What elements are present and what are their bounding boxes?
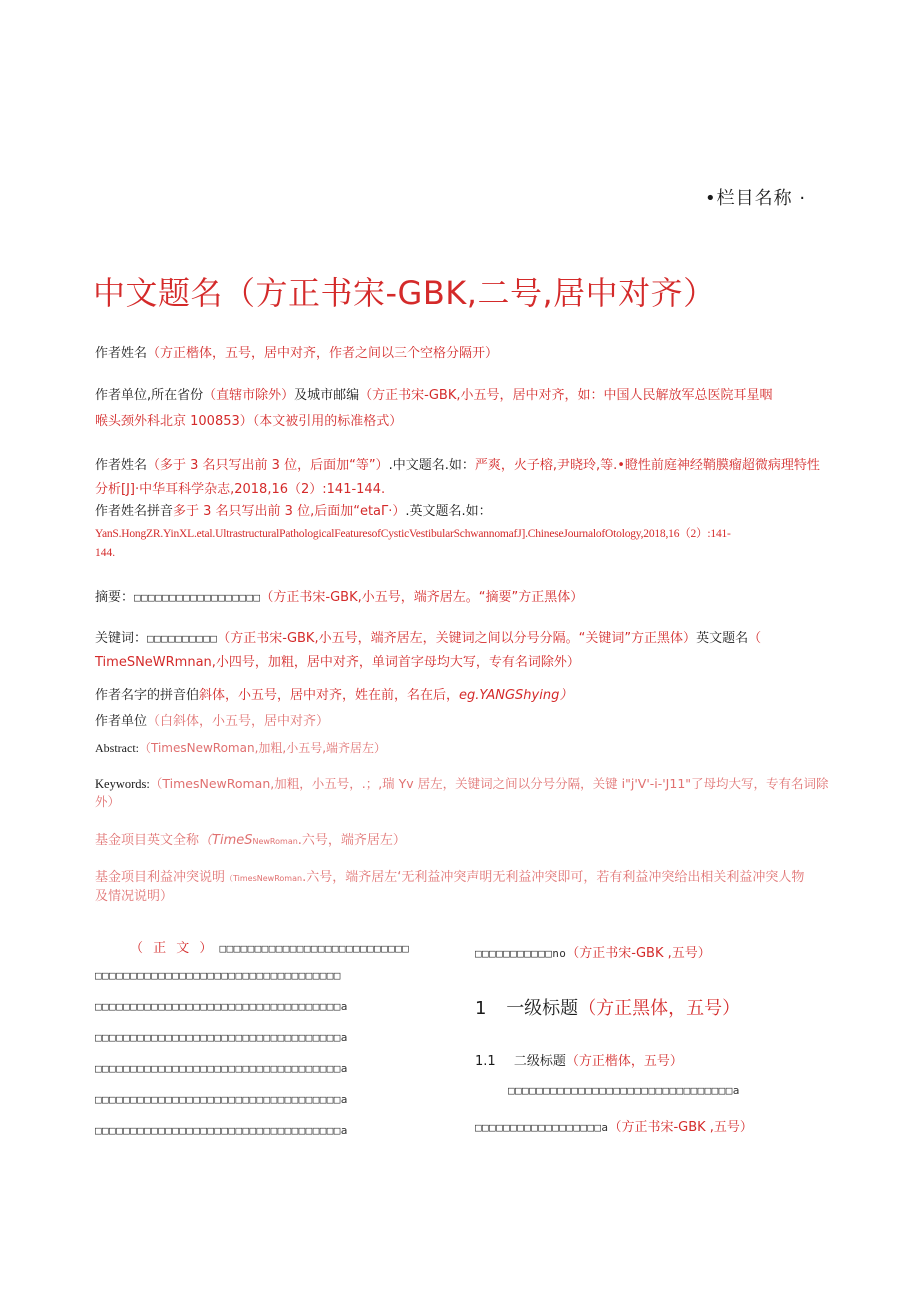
body-left-line: □□□□□□□□□□□□□□□□□□□□□□□□□□□□□□□□□□□a — [95, 1093, 348, 1106]
affiliation-note: （直辖市除外） — [203, 388, 295, 403]
author-label: 作者姓名 — [95, 346, 148, 361]
affiliation-label: 作者单位,所在省份 — [95, 388, 204, 403]
abstract-cn-placeholder: □□□□□□□□□□□□□□□□□□ — [134, 591, 261, 604]
keywords-en-line-2: 外） — [95, 794, 121, 809]
affiliation-example: （方正书宋-GBK,小五号，居中对齐，如：中国人民解放军总医院耳星咽 — [359, 388, 773, 403]
column-name: •栏目名称 · — [705, 188, 807, 209]
fund-note: （TimeS — [199, 833, 253, 848]
abstract-en-line — [95, 739, 386, 756]
keywords-en-label: Keywords: — [95, 777, 150, 791]
body-lead-boxes: □□□□□□□□□□□□□□□□□□□□□□□□□□□ — [219, 942, 410, 955]
heading-1-number: 1 — [475, 998, 487, 1019]
fund-label: 基金项目英文全称 — [95, 833, 200, 848]
unit-en-note: （白斜体，小五号，居中对齐） — [147, 714, 330, 729]
keywords-cn-line-1 — [95, 627, 761, 646]
body-left-line: □□□□□□□□□□□□□□□□□□□□□□□□□□□□□□□□□□□a — [95, 1000, 348, 1013]
english-title-label: 英文题名 — [696, 631, 749, 646]
fund-small: NewRoman — [252, 837, 298, 846]
conflict-line-2: 及情况说明） — [95, 889, 174, 904]
keywords-cn-note: （方正书宋-GBK,小五号，端齐居左，关键词之间以分号分隔。“关键词”方正黑体） — [217, 631, 697, 646]
pinyin-example: eg.YANGShying） — [459, 688, 573, 703]
citation-en-line-2: YanS.HongZR.YinXL.etal.UltrastructuralPathologicalFeaturesofCysticVestibularSchwannomafJ].ChineseJournalofOtology,2018,16（2）:141- — [95, 528, 731, 540]
abstract-cn-note: （方正书宋-GBK,小五号，端齐居左。“摘要”方正黑体） — [260, 590, 584, 605]
citation-cn-line-1 — [95, 454, 820, 473]
english-title-open: （ — [748, 631, 762, 646]
body-left-line: □□□□□□□□□□□□□□□□□□□□□□□□□□□□□□□□□□□a — [95, 1031, 348, 1044]
heading-1-note: （方正黑体，五号） — [578, 998, 741, 1019]
unit-en-label: 作者单位 — [95, 714, 148, 729]
pinyin-label: 作者名字的拼音伯 — [95, 688, 200, 703]
body-right-para-boxes: □□□□□□□□□□□□□□□□□□a — [475, 1121, 609, 1134]
conflict-line-1 — [95, 866, 804, 885]
fund-rest: .六号，端齐居左） — [297, 833, 406, 848]
body-lead-label: （ 正 文 ） — [130, 941, 216, 956]
citation-cn-label: 作者姓名 — [95, 458, 148, 473]
body-right-para-line: □□□□□□□□□□□□□□□□□□□□□□□□□□□□□□□□a — [508, 1084, 740, 1097]
citation-en-note: 多于 3 名只写出前 3 位,后面加“etaΓ·） — [173, 504, 406, 519]
citation-cn-note: （多于 3 名只写出前 3 位，后面加“等”） — [147, 458, 389, 473]
citation-cn-mid: .中文题名.如： — [388, 458, 475, 473]
english-title-note: TimeSNeWRmnan,小四号，加粗，居中对齐，单词首字母均大写，专有名词除外） — [95, 655, 580, 670]
unit-en-line — [95, 710, 329, 729]
keywords-en-note: （TimesNewRoman,加粗，小五号，.；,瑞 Yv 居左，关键词之间以分号分隔，关键 i"j'V'-i-'J11"了母均大写，专有名词除 — [149, 776, 829, 791]
citation-en-label: 作者姓名拼音 — [95, 504, 174, 519]
heading-level-2 — [475, 1050, 683, 1069]
affiliation-postcode-label: 及城市邮编 — [294, 388, 360, 403]
author-note: （方正楷体，五号，居中对齐，作者之间以三个空格分隔开） — [147, 346, 499, 361]
abstract-en-label: Abstract: — [95, 741, 139, 755]
keywords-en-line-1 — [95, 774, 829, 792]
fund-line — [95, 829, 406, 848]
abstract-cn-label: 摘要： — [95, 590, 135, 605]
abstract-cn-line — [95, 586, 583, 605]
body-right-para-line-2 — [475, 1116, 753, 1135]
citation-en-line-3: 144. — [95, 547, 116, 559]
heading-2-note: （方正楷体，五号） — [565, 1054, 683, 1069]
heading-2-number: 1.1 — [475, 1054, 496, 1069]
body-right-para-note: （方正书宋-GBK ,五号） — [608, 1120, 753, 1135]
keywords-cn-placeholder: □□□□□□□□□□ — [147, 632, 218, 645]
abstract-en-note: （TimesNewRoman,加粗,小五号,端齐居左） — [139, 741, 387, 755]
body-left-line: □□□□□□□□□□□□□□□□□□□□□□□□□□□□□□□□□□□a — [95, 1062, 348, 1075]
citation-en-mid: .英文题名.如： — [405, 504, 492, 519]
body-right-line-1 — [475, 942, 711, 961]
pinyin-note: 斜体，小五号，居中对齐，姓在前，名在后， — [199, 688, 460, 703]
pinyin-line — [95, 684, 572, 703]
page-title: 中文题名（方正书宋-GBK,二号,居中对齐） — [93, 274, 716, 312]
heading-level-1 — [475, 994, 740, 1020]
body-right-boxes: □□□□□□□□□□□no — [475, 947, 567, 960]
heading-1-label: 一级标题 — [506, 998, 579, 1019]
author-line — [95, 342, 498, 361]
affiliation-line-1 — [95, 384, 773, 403]
conflict-rest: .六号，端齐居左‘无利益冲突声明无利益冲突即可，若有利益冲突给出相关利益冲突人物 — [302, 870, 805, 885]
body-right-note: （方正书宋-GBK ,五号） — [566, 946, 711, 961]
keywords-cn-label: 关键词： — [95, 631, 148, 646]
body-left-line: □□□□□□□□□□□□□□□□□□□□□□□□□□□□□□□□□□□ — [95, 969, 341, 982]
body-left-line: □□□□□□□□□□□□□□□□□□□□□□□□□□□□□□□□□□□a — [95, 1124, 348, 1137]
citation-en-line-1 — [95, 500, 492, 519]
citation-cn-line-2: 分析[J]·中华耳科学杂志,2018,16（2）:141-144. — [95, 482, 386, 497]
affiliation-line-2: 喉头颈外科北京 100853）（本文被引用的标准格式） — [95, 414, 403, 429]
body-left-lead — [130, 937, 409, 956]
heading-2-label: 二级标题 — [513, 1054, 566, 1069]
citation-cn-example: 严爽，火子榕,尹晓玲,等.•瞪性前庭神经鞘膜瘤超微病理特性 — [474, 458, 820, 473]
conflict-note: （TimesNewRoman — [225, 874, 303, 883]
conflict-label: 基金项目利益冲突说明 — [95, 870, 226, 885]
